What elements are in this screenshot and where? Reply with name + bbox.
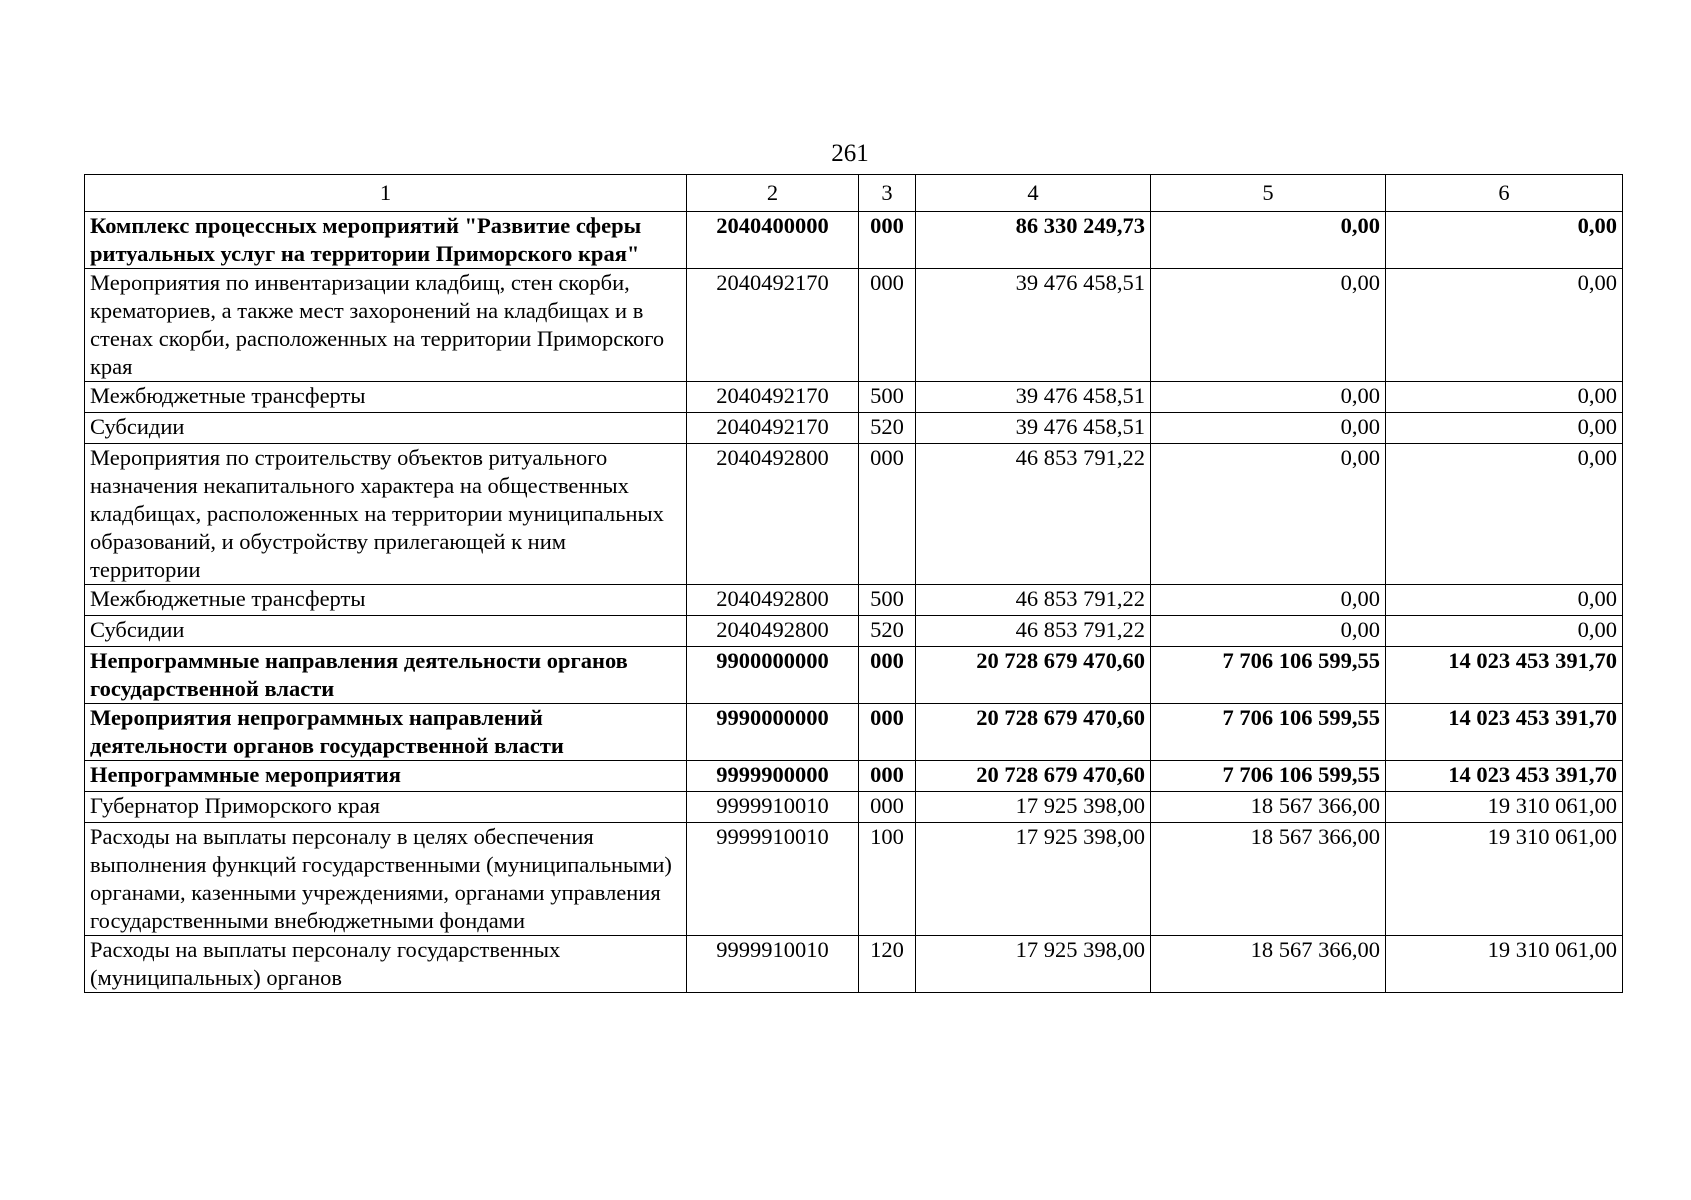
row-code: 2040492170: [687, 413, 859, 444]
row-value-2: 7 706 106 599,55: [1151, 704, 1386, 761]
table-row: [85, 616, 1623, 647]
row-code: 2040492800: [687, 616, 859, 647]
row-value-3: 0,00: [1386, 269, 1623, 382]
row-kvr: 520: [859, 616, 916, 647]
row-name: Непрограммные направления деятельности органов государственной власти: [85, 647, 687, 704]
row-code: 9999910010: [687, 823, 859, 936]
row-kvr: 000: [859, 269, 916, 382]
row-code: 2040492170: [687, 382, 859, 413]
row-kvr: 500: [859, 585, 916, 616]
row-name: Межбюджетные трансферты: [85, 585, 687, 616]
table-row: [85, 704, 1623, 761]
column-header: 4: [916, 175, 1151, 212]
row-kvr: 000: [859, 704, 916, 761]
table-row: [85, 647, 1623, 704]
table-row: [85, 823, 1623, 936]
table-row: [85, 413, 1623, 444]
row-value-1: 20 728 679 470,60: [916, 704, 1151, 761]
row-value-2: 0,00: [1151, 212, 1386, 269]
page-number: 261: [831, 140, 869, 167]
row-value-3: 0,00: [1386, 444, 1623, 585]
row-kvr: 000: [859, 647, 916, 704]
row-value-1: 20 728 679 470,60: [916, 761, 1151, 792]
table-header: [85, 175, 1623, 212]
row-value-1: 39 476 458,51: [916, 269, 1151, 382]
row-value-1: 17 925 398,00: [916, 936, 1151, 993]
table-row: [85, 382, 1623, 413]
row-value-3: 0,00: [1386, 616, 1623, 647]
row-name: Мероприятия по строительству объектов ритуального назначения некапитального характера на общественных кладбищах, расположенных на территории муниципальных образований, и обустройству прилегающей к ним территории: [85, 444, 687, 585]
row-value-2: 18 567 366,00: [1151, 792, 1386, 823]
row-value-3: 14 023 453 391,70: [1386, 647, 1623, 704]
row-code: 2040492800: [687, 444, 859, 585]
row-name: Межбюджетные трансферты: [85, 382, 687, 413]
column-header: 3: [859, 175, 916, 212]
row-value-1: 86 330 249,73: [916, 212, 1151, 269]
row-kvr: 000: [859, 444, 916, 585]
row-kvr: 500: [859, 382, 916, 413]
row-value-3: 0,00: [1386, 413, 1623, 444]
table-row: [85, 792, 1623, 823]
row-value-2: 0,00: [1151, 382, 1386, 413]
row-value-1: 46 853 791,22: [916, 444, 1151, 585]
row-kvr: 000: [859, 212, 916, 269]
row-value-3: 0,00: [1386, 585, 1623, 616]
row-value-1: 46 853 791,22: [916, 585, 1151, 616]
row-value-2: 0,00: [1151, 413, 1386, 444]
row-value-3: 19 310 061,00: [1386, 823, 1623, 936]
row-value-2: 0,00: [1151, 616, 1386, 647]
table-row: [85, 936, 1623, 993]
row-name: Субсидии: [85, 616, 687, 647]
row-value-3: 0,00: [1386, 212, 1623, 269]
column-header: 2: [687, 175, 859, 212]
row-kvr: 000: [859, 792, 916, 823]
row-name: Мероприятия непрограммных направлений деятельности органов государственной власти: [85, 704, 687, 761]
row-code: 9990000000: [687, 704, 859, 761]
row-value-1: 20 728 679 470,60: [916, 647, 1151, 704]
table-body: [85, 212, 1623, 993]
table-row: [85, 212, 1623, 269]
row-value-2: 7 706 106 599,55: [1151, 761, 1386, 792]
row-kvr: 120: [859, 936, 916, 993]
row-value-1: 17 925 398,00: [916, 823, 1151, 936]
row-value-3: 19 310 061,00: [1386, 936, 1623, 993]
table-row: [85, 761, 1623, 792]
row-name: Комплекс процессных мероприятий "Развитие сферы ритуальных услуг на территории Приморского края": [85, 212, 687, 269]
row-value-2: 7 706 106 599,55: [1151, 647, 1386, 704]
row-value-2: 0,00: [1151, 585, 1386, 616]
column-header: 1: [85, 175, 687, 212]
row-name: Расходы на выплаты персоналу государственных (муниципальных) органов: [85, 936, 687, 993]
row-code: 2040492170: [687, 269, 859, 382]
row-name: Губернатор Приморского края: [85, 792, 687, 823]
table-row: [85, 269, 1623, 382]
row-name: Расходы на выплаты персоналу в целях обеспечения выполнения функций государственными (муниципальными) органами, казенными учреждениями, органами управления государственными внебюджетными фондами: [85, 823, 687, 936]
row-name: Непрограммные мероприятия: [85, 761, 687, 792]
row-name: Субсидии: [85, 413, 687, 444]
row-code: 9900000000: [687, 647, 859, 704]
table-row: [85, 444, 1623, 585]
row-kvr: 000: [859, 761, 916, 792]
row-value-1: 39 476 458,51: [916, 413, 1151, 444]
row-value-2: 18 567 366,00: [1151, 936, 1386, 993]
row-value-3: 14 023 453 391,70: [1386, 761, 1623, 792]
row-kvr: 100: [859, 823, 916, 936]
column-header: 5: [1151, 175, 1386, 212]
row-code: 2040400000: [687, 212, 859, 269]
row-value-2: 0,00: [1151, 269, 1386, 382]
row-value-2: 18 567 366,00: [1151, 823, 1386, 936]
row-value-3: 19 310 061,00: [1386, 792, 1623, 823]
row-value-3: 14 023 453 391,70: [1386, 704, 1623, 761]
row-code: 9999900000: [687, 761, 859, 792]
row-value-3: 0,00: [1386, 382, 1623, 413]
row-value-1: 46 853 791,22: [916, 616, 1151, 647]
row-value-1: 17 925 398,00: [916, 792, 1151, 823]
budget-table: [84, 174, 1623, 993]
table-row: [85, 585, 1623, 616]
row-code: 9999910010: [687, 792, 859, 823]
row-code: 2040492800: [687, 585, 859, 616]
row-name: Мероприятия по инвентаризации кладбищ, стен скорби, крематориев, а также мест захоронений на кладбищах и в стенах скорби, расположенных на территории Приморского края: [85, 269, 687, 382]
row-value-1: 39 476 458,51: [916, 382, 1151, 413]
row-code: 9999910010: [687, 936, 859, 993]
row-kvr: 520: [859, 413, 916, 444]
column-header: 6: [1386, 175, 1623, 212]
row-value-2: 0,00: [1151, 444, 1386, 585]
